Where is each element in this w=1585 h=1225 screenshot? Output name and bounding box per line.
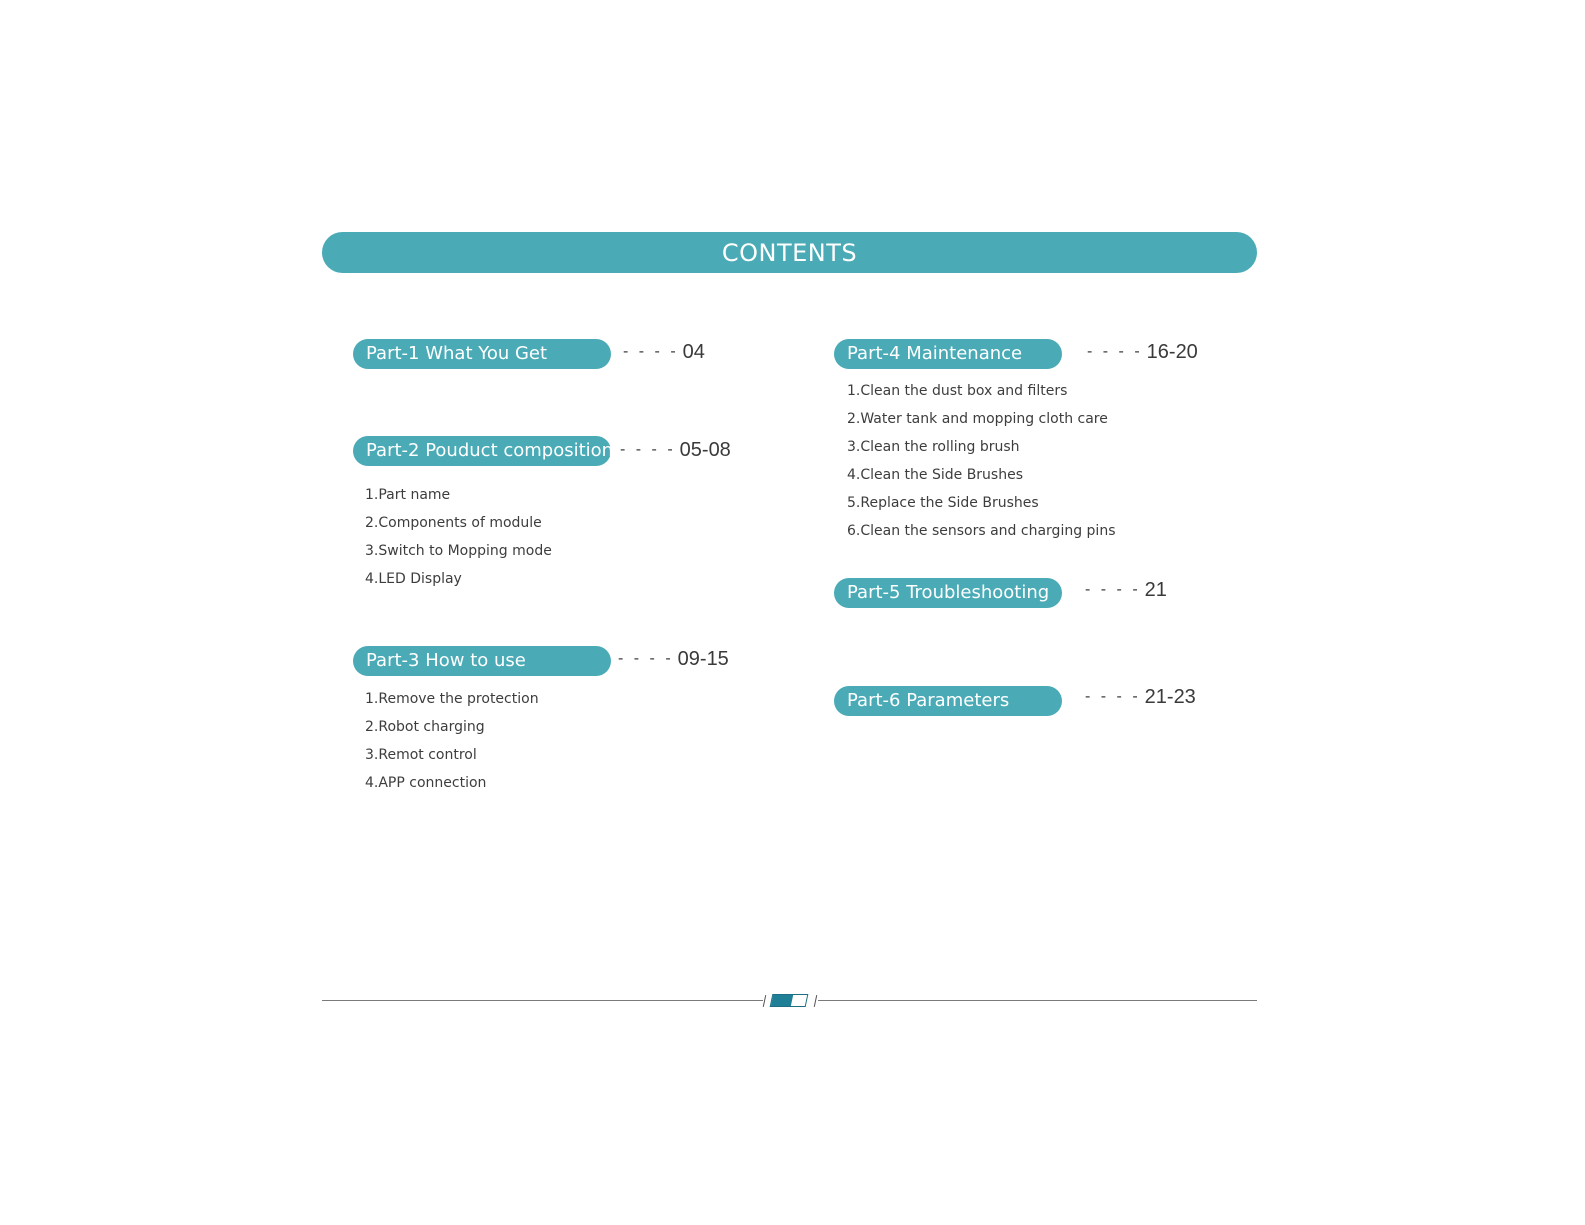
page-ref-part-3: - - - - 09-15 — [618, 648, 729, 670]
list-item: 1.Remove the protection — [365, 691, 539, 707]
footer-slash-left — [763, 995, 766, 1007]
list-item: 2.Water tank and mopping cloth care — [847, 411, 1108, 427]
section-part-3: Part-3 How to use — [353, 646, 611, 676]
page-ref-part-5: - - - - 21 — [1085, 579, 1167, 601]
page-ref-part-2: - - - - 05-08 — [620, 439, 731, 461]
page-marker-icon — [770, 994, 809, 1007]
list-item: 3.Remot control — [365, 747, 477, 763]
page-ref-part-1: - - - - 04 — [623, 341, 705, 363]
list-item: 3.Clean the rolling brush — [847, 439, 1020, 455]
list-item: 4.LED Display — [365, 571, 462, 587]
list-item: 4.APP connection — [365, 775, 487, 791]
page-ref-part-4: - - - - 16-20 — [1087, 341, 1198, 363]
section-part-5: Part-5 Troubleshooting — [834, 578, 1062, 608]
footer-rule-left — [322, 1000, 763, 1001]
list-part-4 — [847, 377, 1115, 545]
contents-banner — [322, 232, 1257, 273]
list-item: 4.Clean the Side Brushes — [847, 467, 1023, 483]
page-ref-part-6: - - - - 21-23 — [1085, 686, 1196, 708]
list-part-2 — [365, 481, 552, 593]
section-part-1: Part-1 What You Get — [353, 339, 611, 369]
contents-title: CONTENTS — [721, 238, 858, 267]
list-item: 1.Clean the dust box and filters — [847, 383, 1068, 399]
section-part-4: Part-4 Maintenance — [834, 339, 1062, 369]
section-part-6: Part-6 Parameters — [834, 686, 1062, 716]
list-item: 5.Replace the Side Brushes — [847, 495, 1039, 511]
list-item: 6.Clean the sensors and charging pins — [847, 523, 1116, 539]
footer-slash-right — [814, 995, 817, 1007]
list-item: 2.Robot charging — [365, 719, 485, 735]
section-part-2: Part-2 Pouduct composition — [353, 436, 611, 466]
footer-rule-right — [818, 1000, 1257, 1001]
list-item: 3.Switch to Mopping mode — [365, 543, 552, 559]
list-item: 1.Part name — [365, 487, 451, 503]
list-part-3 — [365, 685, 539, 797]
list-item: 2.Components of module — [365, 515, 542, 531]
